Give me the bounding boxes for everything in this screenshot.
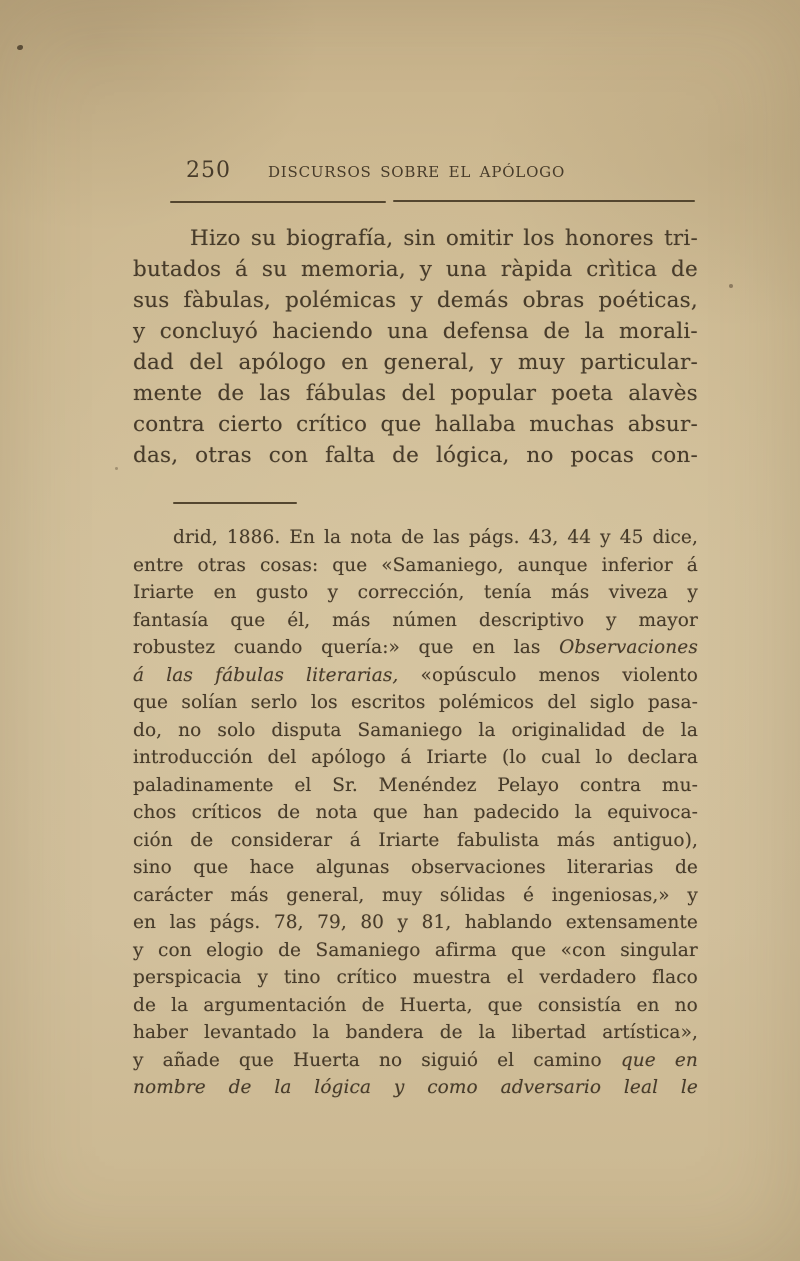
word: originalidad	[511, 719, 626, 741]
header-rule-right	[393, 200, 695, 202]
footnote-block	[133, 524, 698, 1102]
word: popular	[450, 381, 537, 406]
word: con-	[651, 443, 698, 468]
body-line	[133, 316, 698, 347]
word: equivoca-	[607, 802, 698, 823]
word: entre	[133, 554, 184, 576]
word: apólogo	[238, 350, 326, 375]
word: ción	[133, 829, 173, 851]
word: 44	[567, 527, 592, 548]
word: levantado	[204, 1022, 297, 1043]
footnote-line	[133, 854, 698, 882]
word: han	[423, 802, 459, 823]
word: á	[235, 257, 249, 282]
word: crítico	[336, 967, 398, 988]
word: fàbulas,	[183, 288, 272, 313]
word: muchas	[529, 412, 615, 437]
word: Hizo	[190, 226, 241, 251]
word: que	[193, 857, 229, 878]
word: algunas	[315, 857, 390, 878]
word: demás	[436, 288, 509, 313]
word-italic: adversario	[500, 1077, 602, 1098]
word: la	[312, 1022, 330, 1043]
word: alavès	[628, 381, 698, 406]
word: morali-	[619, 319, 698, 344]
word: no	[378, 1049, 403, 1071]
word: verdadero	[539, 967, 637, 988]
word: escritos	[351, 692, 426, 713]
body-line	[133, 223, 698, 254]
word: la	[171, 994, 189, 1016]
word: pocas	[570, 443, 635, 468]
word: que	[133, 692, 169, 713]
word: del	[547, 692, 577, 713]
word-italic: la	[274, 1077, 292, 1098]
word: omitir	[445, 226, 514, 251]
body-line	[133, 440, 698, 471]
word: que	[511, 939, 547, 961]
word: no	[674, 994, 698, 1016]
word: drid,	[173, 527, 218, 548]
word-italic: á	[133, 664, 145, 686]
word: do,	[133, 719, 163, 741]
word: siglo	[589, 692, 635, 713]
word: 80	[360, 912, 385, 933]
body-line	[133, 409, 698, 440]
word: y	[133, 1049, 144, 1071]
word: de	[543, 319, 571, 344]
word: declara	[627, 747, 698, 768]
footnote-line	[133, 1047, 698, 1075]
word: Pelayo	[497, 774, 560, 796]
word: que	[332, 554, 368, 576]
word: y	[687, 884, 698, 906]
word: haber	[133, 1022, 189, 1043]
word: «opúsculo	[420, 664, 517, 686]
word: de	[671, 257, 698, 282]
word: más	[332, 609, 371, 631]
word: de	[217, 381, 245, 406]
word: concluyó	[159, 319, 259, 344]
main-paragraph	[133, 223, 698, 471]
footnote-line	[133, 552, 698, 580]
word: sus	[133, 288, 170, 313]
footnote-separator	[173, 502, 297, 504]
word: de	[361, 994, 385, 1016]
word: «con	[560, 939, 606, 961]
word: corrección,	[357, 582, 465, 603]
word: la	[324, 527, 342, 548]
body-line	[133, 285, 698, 316]
word: considerar	[230, 829, 333, 851]
word: 81,	[421, 912, 452, 933]
word: serlo	[250, 692, 298, 713]
word: violento	[622, 664, 698, 686]
word-italic: las	[166, 664, 194, 686]
word: que	[418, 637, 454, 658]
word: y	[397, 912, 409, 933]
word: siguió	[421, 1049, 479, 1071]
word-italic: nombre	[133, 1077, 206, 1098]
paper-speck	[115, 467, 118, 470]
footnote-line	[133, 992, 698, 1020]
word: robustez	[133, 637, 216, 658]
word-italic: fábulas	[215, 664, 284, 686]
word: general,	[383, 350, 476, 375]
word: poeta	[551, 381, 614, 406]
word: los	[523, 226, 555, 251]
word: no	[178, 719, 202, 741]
word: el	[506, 967, 524, 988]
word: de	[674, 857, 698, 878]
word: tri-	[664, 226, 698, 251]
word: y	[606, 609, 617, 631]
word: fabulista	[456, 829, 540, 851]
running-title: DISCURSOS SOBRE EL APÓLOGO	[267, 163, 566, 181]
footnote-line	[133, 689, 698, 717]
word: cual	[541, 747, 581, 768]
word: general,	[286, 884, 365, 906]
word: viveza	[608, 582, 668, 603]
word: sólidas	[439, 884, 506, 906]
word: las	[433, 527, 460, 548]
word: 45	[619, 527, 644, 548]
word: cuando	[233, 637, 303, 658]
word: y	[490, 350, 503, 375]
word: y	[133, 939, 144, 961]
word: más	[556, 829, 596, 851]
word: que	[487, 994, 523, 1016]
word: muy	[382, 884, 423, 906]
word: Sr.	[332, 774, 358, 796]
word: antiguo),	[612, 829, 698, 851]
word: en	[133, 912, 157, 933]
word: é	[523, 884, 535, 906]
word: carácter	[133, 884, 213, 906]
word: y	[257, 967, 269, 988]
word: que	[230, 609, 266, 631]
word: poéticas,	[598, 288, 698, 313]
word: tino	[283, 967, 321, 988]
word: de	[641, 719, 665, 741]
word: Huerta	[292, 1049, 360, 1071]
word: dad	[133, 350, 174, 375]
word: descriptivo	[478, 609, 585, 631]
word: en	[636, 994, 660, 1016]
word: una	[387, 319, 429, 344]
word: consistía	[537, 994, 622, 1016]
word-italic: en	[674, 1049, 698, 1071]
word: en	[213, 582, 237, 603]
word-italic: y	[393, 1077, 405, 1098]
word: contra	[133, 412, 205, 437]
word: inferior	[601, 554, 673, 576]
word: observaciones	[410, 857, 546, 878]
word: En	[289, 527, 315, 548]
word-italic: literarias,	[306, 664, 399, 686]
word: elogio	[206, 939, 264, 961]
word: 43,	[528, 527, 559, 548]
word: más	[230, 884, 269, 906]
word: padecido	[473, 802, 560, 823]
footnote-line	[133, 1019, 698, 1047]
word: pasa-	[647, 692, 698, 713]
word: Menéndez	[378, 774, 477, 796]
word: argumentación	[203, 994, 347, 1016]
word: solían	[181, 692, 238, 713]
word: con	[268, 443, 309, 468]
word: 78,	[273, 912, 304, 933]
word: su	[261, 257, 288, 282]
word: págs.	[468, 527, 520, 548]
footnote-line	[133, 524, 698, 552]
word: das,	[133, 443, 179, 468]
word: Iriarte	[378, 829, 440, 851]
word-italic: Observaciones	[559, 637, 698, 658]
word: «Samaniego,	[381, 554, 504, 576]
word: en	[341, 350, 369, 375]
footnote-line	[133, 937, 698, 965]
footnote-line	[133, 662, 698, 690]
word: butados	[133, 257, 222, 282]
word: ingeniosas,»	[551, 884, 670, 906]
word: artística»,	[602, 1022, 698, 1043]
word: las	[513, 637, 541, 658]
footnote-line	[133, 744, 698, 772]
word: del	[189, 350, 224, 375]
word: su	[250, 226, 277, 251]
word: honores	[564, 226, 654, 251]
word: lo	[595, 747, 613, 768]
word: literarias	[567, 857, 654, 878]
word: nota	[350, 527, 393, 548]
word: la	[584, 319, 605, 344]
footnote-line	[133, 909, 698, 937]
word: Huerta,	[399, 994, 473, 1016]
word: falta	[325, 443, 376, 468]
word: á	[349, 829, 361, 851]
word: contra	[579, 774, 642, 796]
word: paladinamente	[133, 774, 274, 796]
body-line	[133, 254, 698, 285]
word: y	[419, 257, 433, 282]
word: particular-	[580, 350, 698, 375]
body-line	[133, 378, 698, 409]
word: con	[158, 939, 192, 961]
word: otras	[197, 554, 246, 576]
word: fantasía	[133, 609, 209, 631]
word: y	[600, 527, 611, 548]
word: y	[327, 582, 339, 603]
footnote-line	[133, 827, 698, 855]
word: de	[401, 527, 425, 548]
word: de	[392, 443, 420, 468]
footnote-line	[133, 579, 698, 607]
word: gusto	[255, 582, 309, 603]
paper-speck	[17, 45, 23, 50]
word: de	[190, 829, 214, 851]
header-rule-left	[170, 201, 386, 203]
word: introducción	[133, 747, 253, 768]
word: de	[277, 802, 301, 823]
word: hallaba	[434, 412, 516, 437]
word: la	[478, 719, 496, 741]
word: mu-	[661, 774, 698, 796]
word-italic: le	[680, 1077, 698, 1098]
word: númen	[392, 609, 458, 631]
word: biografía,	[286, 226, 394, 251]
word: muestra	[412, 967, 491, 988]
word: que	[380, 412, 422, 437]
word: en	[472, 637, 496, 658]
word: extensamente	[565, 912, 698, 933]
word: singular	[620, 939, 698, 961]
word: del	[401, 381, 436, 406]
word: sin	[403, 226, 436, 251]
word: sino	[133, 857, 172, 878]
word: que	[372, 802, 408, 823]
footnote-line	[133, 717, 698, 745]
word: críticos	[191, 802, 262, 823]
word: de	[133, 994, 156, 1016]
word: de	[439, 1022, 463, 1043]
word: menos	[538, 664, 601, 686]
word: defensa	[442, 319, 529, 344]
word: añade	[162, 1049, 220, 1071]
word: polémicos	[438, 692, 535, 713]
word: á	[400, 747, 412, 768]
word: muy	[517, 350, 565, 375]
word: polémicas	[285, 288, 397, 313]
word: lógica,	[435, 443, 510, 468]
word: una	[445, 257, 488, 282]
word: Iriarte	[133, 582, 195, 603]
word-italic: como	[427, 1077, 478, 1098]
word: mayor	[638, 609, 698, 631]
word: y	[687, 582, 698, 603]
word: la	[478, 1022, 496, 1043]
word: flaco	[652, 967, 698, 988]
word: afirma	[434, 939, 497, 961]
word: obras	[522, 288, 585, 313]
word: Samaniego	[357, 719, 463, 741]
word: á	[686, 554, 698, 576]
word: cierto	[218, 412, 283, 437]
word: libertad	[511, 1022, 587, 1043]
word: nota	[315, 802, 358, 823]
word: y	[410, 288, 423, 313]
word: absur-	[627, 412, 698, 437]
word: disputa	[271, 719, 342, 741]
word: hablando	[464, 912, 553, 933]
word: solo	[217, 719, 256, 741]
body-line	[133, 347, 698, 378]
word-italic: que	[620, 1049, 656, 1071]
footnote-line	[133, 964, 698, 992]
word: dice,	[652, 527, 698, 548]
footnote-line	[133, 1074, 698, 1102]
word: hace	[249, 857, 295, 878]
word: la	[574, 802, 592, 823]
footnote-line	[133, 799, 698, 827]
word: crítico	[296, 412, 368, 437]
page-number: 250	[186, 158, 231, 183]
word: otras	[195, 443, 252, 468]
word-italic: leal	[623, 1077, 659, 1098]
word: 79,	[317, 912, 347, 933]
word: págs.	[209, 912, 261, 933]
word: las	[169, 912, 197, 933]
word: Iriarte	[426, 747, 488, 768]
word: haciendo	[272, 319, 373, 344]
footnote-line	[133, 882, 698, 910]
word: el	[294, 774, 312, 796]
word: cosas:	[259, 554, 319, 576]
word: (lo	[501, 747, 527, 768]
word: camino	[533, 1049, 602, 1071]
word: las	[259, 381, 291, 406]
word: de	[278, 939, 302, 961]
word: que	[238, 1049, 274, 1071]
word: los	[310, 692, 338, 713]
word: memoria,	[301, 257, 406, 282]
word: no	[526, 443, 554, 468]
word: tenía	[483, 582, 532, 603]
word: y	[133, 319, 146, 344]
word-italic: lógica	[314, 1077, 372, 1098]
word: bandera	[345, 1022, 424, 1043]
word: ràpida	[500, 257, 573, 282]
word: fábulas	[305, 381, 387, 406]
footnote-line	[133, 607, 698, 635]
running-head	[133, 158, 700, 190]
word: quería:»	[321, 637, 400, 658]
word: Samaniego	[315, 939, 421, 961]
word: mente	[133, 381, 203, 406]
word: aunque	[517, 554, 588, 576]
word-italic: de	[228, 1077, 252, 1098]
word: la	[680, 719, 698, 741]
footnote-line	[133, 634, 698, 662]
word: 1886.	[226, 527, 281, 548]
word: chos	[133, 802, 177, 823]
word: él,	[287, 609, 311, 631]
word: apólogo	[311, 747, 386, 768]
paper-speck	[729, 284, 733, 288]
footnote-line	[133, 772, 698, 800]
word: perspicacia	[133, 967, 242, 988]
word: más	[551, 582, 590, 603]
word: crìtica	[586, 257, 658, 282]
word: del	[267, 747, 297, 768]
word: el	[497, 1049, 515, 1071]
